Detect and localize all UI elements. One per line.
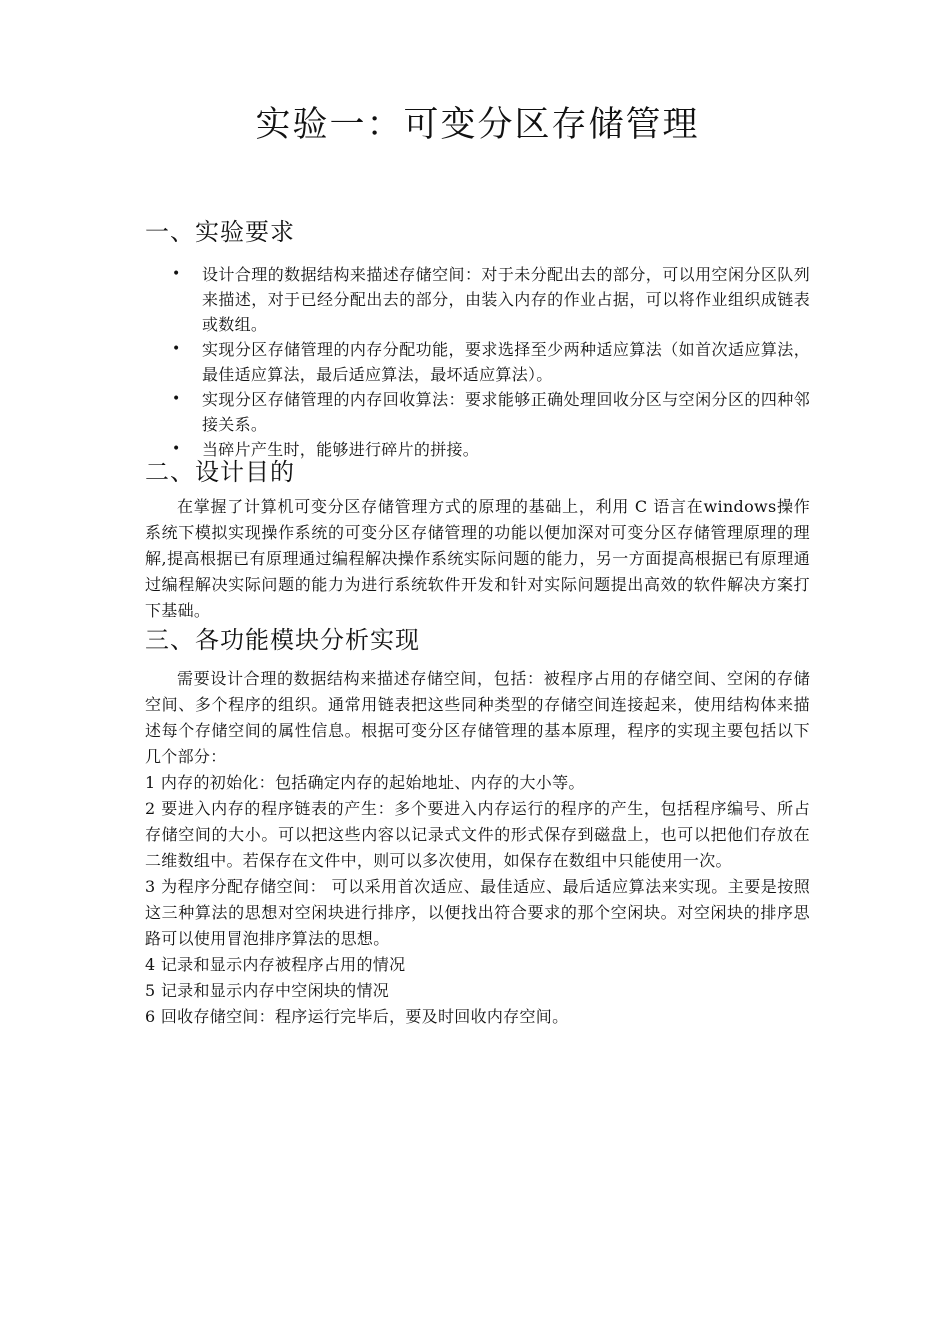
list-item <box>145 262 810 337</box>
list-item: 2 要进入内存的程序链表的产生：多个要进入内存运行的程序的产生，包括程序编号、所占存储空间的大小。可以把这些内容以记录式文件的形式保存到磁盘上，也可以把他们存放在二维数组中。若保存在文件中，则可以多次使用，如保存在数组中只能使用一次。 <box>145 799 810 870</box>
requirements-list <box>145 262 810 462</box>
list-item: 1 内存的初始化：包括确定内存的起始地址、内存的大小等。 <box>145 773 585 792</box>
bullet-icon: • <box>172 341 181 357</box>
document-title: 实验一：可变分区存储管理 <box>255 105 700 145</box>
list-item <box>145 337 810 387</box>
bullet-icon: • <box>172 441 181 457</box>
purpose-paragraph: 在掌握了计算机可变分区存储管理方式的原理的基础上，利用 C 语言在windows操作系统下模拟实现操作系统的可变分区存储管理的功能以便加深对可变分区存储管理原理的理解,提高根据已有原理通过编程解决操作系统实际问题的能力，另一方面提高根据已有原理通过编程解决实际问题的能力为进行系统软件开发和针对实际问题提出高效的软件解决方案打下基础。 <box>145 497 810 620</box>
modules-list <box>145 770 810 1030</box>
bullet-icon: • <box>172 391 181 407</box>
list-item: 5 记录和显示内存中空闲块的情况 <box>145 981 390 1000</box>
list-item: 4 记录和显示内存被程序占用的情况 <box>145 955 406 974</box>
section-heading-purpose: 二、设计目的 <box>145 458 295 486</box>
list-item-text: 设计合理的数据结构来描述存储空间：对于未分配出去的部分，可以用空闲分区队列来描述，对于已经分配出去的部分，由装入内存的作业占据，可以将作业组织成链表或数组。 <box>202 265 810 334</box>
section-heading-requirements: 一、实验要求 <box>145 218 295 246</box>
modules-intro-paragraph: 需要设计合理的数据结构来描述存储空间，包括：被程序占用的存储空间、空闲的存储空间、多个程序的组织。通常用链表把这些同种类型的存储空间连接起来，使用结构体来描述每个存储空间的属性信息。根据可变分区存储管理的基本原理，程序的实现主要包括以下几个部分： <box>145 669 810 766</box>
list-item: 3 为程序分配存储空间： 可以采用首次适应、最佳适应、最后适应算法来实现。主要是按照这三种算法的思想对空闲块进行排序，以便找出符合要求的那个空闲块。对空闲块的排序思路可以使用冒泡排序算法的思想。 <box>145 877 810 948</box>
list-item: 6 回收存储空间：程序运行完毕后，要及时回收内存空间。 <box>145 1007 569 1026</box>
list-item <box>145 387 810 437</box>
bullet-icon: • <box>172 266 181 282</box>
list-item-text: 实现分区存储管理的内存回收算法：要求能够正确处理回收分区与空闲分区的四种邻接关系。 <box>202 390 810 434</box>
list-item-text: 实现分区存储管理的内存分配功能，要求选择至少两种适应算法（如首次适应算法，最佳适应算法，最后适应算法，最坏适应算法）。 <box>202 340 810 384</box>
section-heading-modules: 三、各功能模块分析实现 <box>145 626 420 654</box>
list-item-text: 当碎片产生时，能够进行碎片的拼接。 <box>202 440 480 459</box>
